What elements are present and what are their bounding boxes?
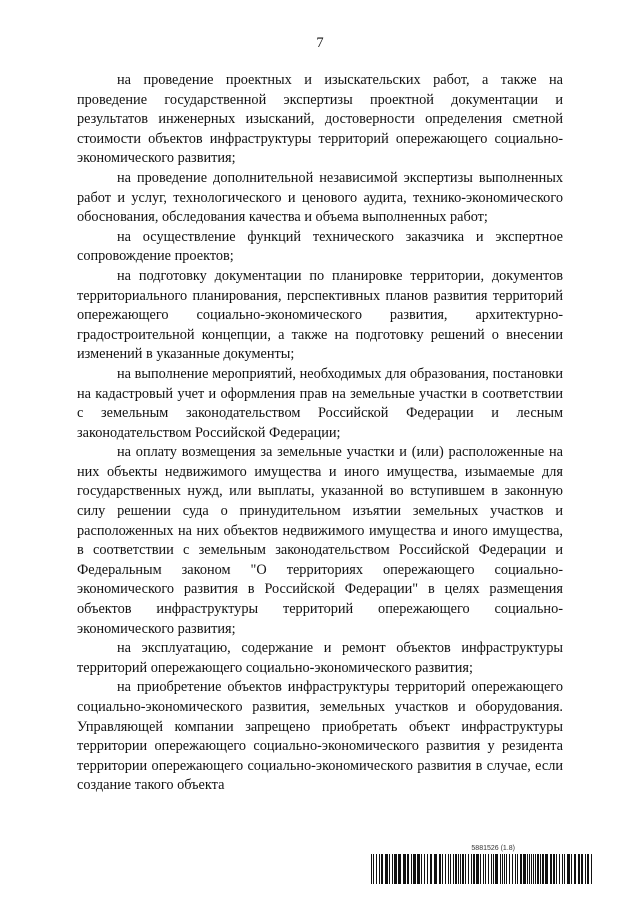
barcode-bar	[500, 854, 501, 884]
barcode-bar	[553, 854, 555, 884]
barcode-bar	[389, 854, 390, 884]
document-code: 5881526 (1.8)	[471, 845, 515, 852]
paragraph-technical-customer: на осуществление функций технического заказчика и экспертное сопровождение проектов;	[77, 228, 563, 265]
barcode-bar	[439, 854, 441, 884]
paragraph-design-survey-works: на проведение проектных и изыскательских работ, а также на проведение государственной экспертизы проектной документации и результатов инженерных изысканий, достоверности определения сметной стоимости объектов инфраструктуры территорий опережающего социально-экономического развития;	[77, 72, 563, 167]
barcode-bar	[562, 854, 563, 884]
paragraph-infrastructure-acquisition: на приобретение объектов инфраструктуры территорий опережающего социально-экономического развития, земельных участков и оборудования. Управляющей компании запрещено приобретать объект инфраструктуры территории опережающего социально-экономического развития у резидента территории опережающего социально-экономического развития в случае, если создание такого объекта	[77, 679, 563, 794]
paragraph-land-compensation: на оплату возмещения за земельные участки и (или) расположенные на них объекты недвижимого имущества и иного имущества, изымаемые для государственных нужд, или выплаты, указанной во вступившем в законную силу решении суда о принудительном изъятии земельных участков и расположенных на них объектов недвижимого имущества и иного имущества, в соответствии с земельным законодательством Российской Федерации и Федеральным законом "О территориях опережающего социально-экономического развития в Российской Федерации" в целях размещения объектов инфраструктуры территорий опережающего социально-экономического развития;	[77, 444, 563, 637]
barcode-bar	[448, 854, 449, 884]
barcode-bar	[376, 854, 377, 884]
barcode-bar	[564, 854, 565, 884]
barcode-bar	[411, 854, 412, 884]
barcode-bar	[434, 854, 437, 884]
barcode-bar	[495, 854, 498, 884]
barcode-bar	[571, 854, 572, 884]
barcode-bar	[381, 854, 383, 884]
barcode-bar	[493, 854, 494, 884]
barcode-bar	[462, 854, 464, 884]
barcode-bar	[574, 854, 576, 884]
barcode-bar	[542, 854, 544, 884]
barcode-bar	[450, 854, 451, 884]
barcode-bar	[394, 854, 397, 884]
barcode-bar	[585, 854, 586, 884]
barcode-bar	[540, 854, 541, 884]
barcode-bar	[465, 854, 466, 884]
barcode-bar	[491, 854, 492, 884]
barcode-bar	[417, 854, 420, 884]
paragraph-planning-documentation: на подготовку документации по планировке территории, документов территориального планирования, перспективных планов развития территорий опережающего социально-экономического развития, архитектурно-градостроительной концепции, а также на подготовку решений о внесении изменений в указанные документы;	[77, 267, 563, 363]
barcode-bar	[520, 854, 522, 884]
barcode-bar	[512, 854, 513, 884]
barcode-bar	[559, 854, 560, 884]
barcode-bar	[453, 854, 454, 884]
barcode-bar	[545, 854, 548, 884]
barcode-bar	[371, 854, 372, 884]
barcode-bar	[407, 854, 409, 884]
barcode-bar	[483, 854, 484, 884]
barcode-bar	[581, 854, 583, 884]
barcode-bar	[392, 854, 393, 884]
barcode-bar	[403, 854, 406, 884]
barcode-bar	[458, 854, 459, 884]
barcode-bar	[427, 854, 428, 884]
barcode-bar	[523, 854, 526, 884]
barcode-bar	[398, 854, 401, 884]
barcode-bar	[460, 854, 461, 884]
barcode-bar	[379, 854, 380, 884]
barcode-bar	[556, 854, 557, 884]
barcode-bar	[421, 854, 422, 884]
barcode-bar	[535, 854, 536, 884]
barcode-bar	[529, 854, 530, 884]
barcode-bar	[476, 854, 479, 884]
barcode-bar	[527, 854, 528, 884]
barcode-bar	[515, 854, 516, 884]
barcode-bar	[509, 854, 510, 884]
barcode-bar	[506, 854, 507, 884]
paragraph-independent-expertise: на проведение дополнительной независимой экспертизы выполненных работ и услуг, технологического и ценового аудита, технико-экономического обоснования, обследования качества и объема выполненных работ;	[77, 169, 563, 226]
barcode-bar	[502, 854, 503, 884]
barcode-bar	[385, 854, 388, 884]
barcode-bar	[485, 854, 486, 884]
barcode-bar	[455, 854, 457, 884]
barcode-bar	[537, 854, 539, 884]
barcode	[371, 854, 593, 884]
barcode-bar	[488, 854, 489, 884]
barcode-bar	[373, 854, 374, 884]
barcode-bar	[591, 854, 592, 884]
page-number: 7	[316, 35, 324, 51]
barcode-bar	[480, 854, 481, 884]
barcode-bar	[550, 854, 552, 884]
barcode-bar	[468, 854, 469, 884]
barcode-bar	[442, 854, 443, 884]
barcode-bar	[504, 854, 505, 884]
barcode-bar	[413, 854, 416, 884]
barcode-bar	[533, 854, 534, 884]
barcode-bar	[424, 854, 425, 884]
barcode-bar	[471, 854, 472, 884]
document-body	[77, 71, 563, 796]
barcode-bar	[473, 854, 475, 884]
paragraph-maintenance-repair: на эксплуатацию, содержание и ремонт объектов инфраструктуры территорий опережающего социально-экономического развития;	[77, 640, 563, 676]
barcode-bar	[578, 854, 580, 884]
barcode-bar	[430, 854, 432, 884]
barcode-bar	[587, 854, 589, 884]
barcode-bar	[567, 854, 570, 884]
barcode-bar	[517, 854, 518, 884]
barcode-bar	[445, 854, 446, 884]
barcode-bar	[531, 854, 532, 884]
paragraph-cadastral-registration: на выполнение мероприятий, необходимых для образования, постановки на кадастровый учет и оформления прав на земельные участки в соответствии с земельным законодательством Российской Федерации и лесным законодательством Российской Федерации;	[77, 365, 563, 441]
document-footer	[371, 845, 593, 884]
